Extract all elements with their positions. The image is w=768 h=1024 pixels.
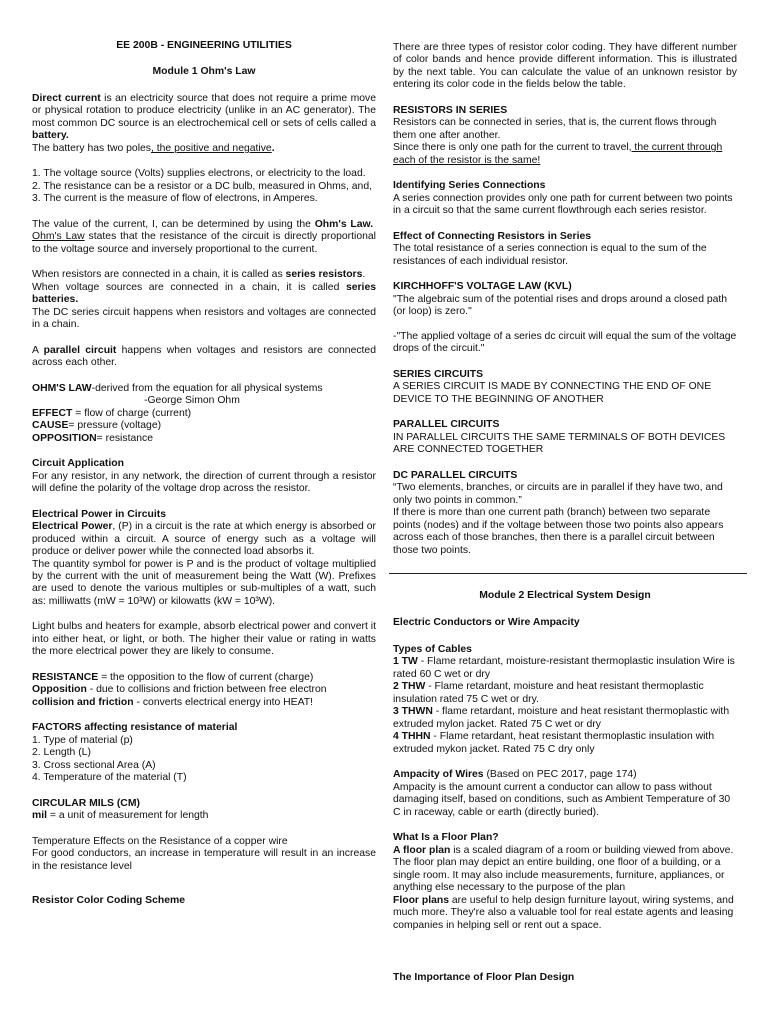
effect-text: The total resistance of a series connection is equal to the sum of the resistances of each individual resistor.: [393, 243, 707, 267]
cable-term: 3 THWN: [393, 706, 433, 718]
opposition-term-2: Opposition: [32, 684, 87, 696]
ampacity-text: Ampacity is the amount current a conductor can allow to pass without damaging itself, based on conditions, such as Ambient Temperature of 30 C in raceway, cable or earth (directly buried).: [393, 781, 731, 818]
power-text: [32, 521, 376, 558]
series-text-2-pre: Since there is only one path for the current to travel,: [393, 142, 632, 154]
series-r-end: .: [362, 269, 366, 281]
section-divider: [389, 573, 747, 574]
dc-parallel-block: [393, 470, 737, 557]
dc-series-text: The DC series circuit happens when resistors and voltages are connected in a chain.: [32, 306, 376, 331]
list-item: 1. The voltage source (Volts) supplies electrons, or electricity to the load.: [32, 168, 366, 180]
ohm-term: Ohm's Law.: [314, 218, 374, 230]
cable-term: 4 THHN: [393, 731, 431, 743]
power-heading: Electrical Power in Circuits: [32, 508, 166, 520]
series-circuits-heading: SERIES CIRCUITS: [393, 368, 484, 380]
floor-plans-text: are useful to help design furniture layout, wiring systems, and much more. They're also a valuable tool for real estate agents and leasing companies in helping sell or rent out a space.: [393, 894, 734, 931]
mil-rest: = a unit of measurement for length: [47, 810, 209, 822]
list-item: 1. Type of material (p): [32, 734, 133, 746]
kvl-block: [393, 281, 737, 355]
power-text-2: The quantity symbol for power is P and is the product of voltage multiplied by the current with the unit of measurement being the Watt (W). Prefixes are used to denote the various multiples or sub-multiples of a watt, such as: milliwatts (mW = 10³W) or kilowatts (kW = 10³W).: [32, 558, 376, 607]
resistance-term: RESISTANCE: [32, 671, 99, 683]
collision-term: collision and friction: [32, 696, 134, 708]
module2-title: Module 2 Electrical System Design: [479, 589, 651, 601]
ohms-law-term: OHM'S LAW: [32, 382, 92, 394]
conductors-heading: Electric Conductors or Wire Ampacity: [393, 617, 580, 629]
parallel-paragraph: [32, 345, 376, 370]
bulbs-paragraph: Light bulbs and heaters for example, absorb electrical power and convert it into either heat, or light, or both. The higher their value or rating in watts the more electrical power they are likely to consume.: [32, 621, 376, 658]
cm-heading: CIRCULAR MILS (CM): [32, 797, 140, 809]
power-block: [32, 509, 376, 609]
floor-plans-term: Floor plans: [393, 894, 449, 906]
cable-term: 1 TW: [393, 656, 418, 668]
effect-term: EFFECT: [32, 407, 73, 419]
factors-heading: FACTORS affecting resistance of material: [32, 722, 238, 734]
series-heading: RESISTORS IN SERIES: [393, 104, 508, 116]
effect-heading: Effect of Connecting Resistors in Series: [393, 230, 592, 242]
par-term: parallel circuit: [43, 344, 117, 356]
kvl-heading: KIRCHHOFF'S VOLTAGE LAW (KVL): [393, 281, 572, 293]
list-item: 3. Cross sectional Area (A): [32, 759, 156, 771]
color-coding-paragraph: There are three types of resistor color coding. They have different number of color bands and hence provide different information. This is illustrated by the next table. You can calculate the value of an unknown resistor by entering its color code in the fields below the table.: [393, 42, 737, 91]
parallel-circuits-block: [393, 419, 737, 456]
ohm-text-2: states that the resistance of the circuit is directly proportional to the voltage source and inversely proportional to the current.: [32, 231, 376, 255]
dc-text: is an electricity source that does not require a prime move or physical rotation to produce electricity (unlike in an AC generator). The most common DC source is an electrochemical cell or sets of cells called a: [32, 92, 376, 129]
opposition-rest-2: - due to collisions and friction between free electron: [86, 684, 327, 696]
list-item: 2. Length (L): [32, 747, 91, 759]
ohms-law-signature: -George Simon Ohm: [144, 395, 240, 407]
ohms-law-rest: -derived from the equation for all physical systems: [91, 382, 323, 394]
cm-block: [32, 798, 376, 823]
battery-word: battery.: [32, 130, 69, 142]
series-r-text: When resistors are connected in a chain, it is called as: [32, 269, 286, 281]
floor-plan-text: is a scaled diagram of a room or building viewed from above. The floor plan may depict an entire building, one floor of a building, or a single room. It may also include measurements, furniture, appliances, or anything else necessary to the purpose of the plan: [393, 844, 734, 894]
cable-text: - Flame retardant, heat resistant thermoplastic insulation with extruded mykon jacket. Rated 75 C dry only: [393, 731, 715, 755]
list-item: [393, 706, 737, 731]
floor-plan-term: A floor plan: [393, 844, 451, 856]
ohm-text-1: The value of the current, I, can be determined by using the: [32, 218, 315, 230]
right-column: [393, 42, 737, 985]
series-circuits-text: A SERIES CIRCUIT IS MADE BY CONNECTING THE END OF ONE DEVICE TO THE BEGINNING OF ANOTHER: [393, 381, 712, 405]
floor-plan-block: [393, 832, 737, 932]
temp-heading: Temperature Effects on the Resistance of a copper wire: [32, 835, 288, 847]
resistance-rest: = the opposition to the flow of current (charge): [98, 671, 314, 683]
floor-plan-heading: What Is a Floor Plan?: [393, 832, 499, 844]
poles-end: .: [271, 142, 275, 154]
ohm-link: Ohm's Law: [32, 231, 85, 243]
cable-text: - Flame retardant, moisture and heat resistant thermoplastic insulation rated 75 C wet or dry.: [393, 681, 704, 705]
circuit-app-text: For any resistor, in any network, the direction of current through a resistor will define the polarity of the voltage drop across the resistor.: [32, 470, 376, 495]
series-b-text: When voltage sources are connected in a chain, it is called: [32, 281, 346, 293]
cables-block: [393, 644, 737, 756]
par-rest: happens when voltages and resistors are connected across each other.: [32, 344, 376, 369]
dc-parallel-heading: DC PARALLEL CIRCUITS: [393, 469, 518, 481]
ident-heading: Identifying Series Connections: [393, 180, 546, 192]
opposition-term: OPPOSITION: [32, 432, 97, 444]
resistance-block: [32, 672, 376, 709]
cable-term: 2 THW: [393, 681, 426, 693]
cables-heading: Types of Cables: [393, 643, 472, 655]
importance-heading: The Importance of Floor Plan Design: [393, 972, 575, 984]
series-text-2: [393, 142, 737, 167]
ident-block: [393, 180, 737, 217]
ohm-paragraph: [32, 219, 376, 256]
dc-parallel-text-2: If there is more than one current path (branch) between two separate points (nodes) and if the voltage between those two points also appears across each of those branches, then there is a parallel circuit between those two points.: [393, 507, 724, 556]
par-a: A: [32, 344, 44, 356]
parallel-circuits-text: IN PARALLEL CIRCUITS THE SAME TERMINALS OF BOTH DEVICES ARE CONNECTED TOGETHER: [393, 431, 726, 456]
temp-block: [32, 836, 376, 873]
circuit-app-heading: Circuit Application: [32, 458, 124, 470]
dc-paragraph: [32, 93, 376, 155]
opposition-rest: = resistance: [96, 432, 153, 444]
effect-block: [393, 231, 737, 268]
series-circuits-block: [393, 369, 737, 406]
factors-block: [32, 722, 376, 784]
poles-underlined: , the positive and negative: [150, 142, 272, 154]
ampacity-ref: (Based on PEC 2017, page 174): [483, 769, 637, 781]
series-text-2-underlined: the current through each of the resistor is the same!: [393, 142, 723, 166]
list-item: 2. The resistance can be a resistor or a DC bulb, measured in Ohms, and,: [32, 180, 372, 192]
list-item: [393, 731, 737, 756]
list-item: 4. Temperature of the material (T): [32, 772, 187, 784]
series-b-term: series batteries.: [32, 281, 376, 306]
power-term: Electrical Power: [32, 521, 113, 533]
circuit-list: [32, 168, 376, 205]
power-text-1: , (P) in a circuit is the rate at which energy is absorbed or produced within a circuit. A source of energy such as a voltage will produce or deliver power while the connected load absorbs it.: [32, 521, 376, 558]
ident-text: A series connection provides only one path for current between two points in a circuit so that the same current flowthrough each series resistor.: [393, 192, 733, 217]
ampacity-block: [393, 769, 737, 819]
list-item: [393, 656, 737, 681]
collision-rest: - converts electrical energy into HEAT!: [133, 696, 314, 708]
cause-term: CAUSE: [32, 420, 69, 432]
mil-term: mil: [32, 810, 48, 822]
dc-term: Direct current: [32, 92, 101, 104]
dc-parallel-text-1: “Two elements, branches, or circuits are in parallel if they have two, and only two points in common.”: [393, 482, 723, 506]
left-column: [32, 40, 376, 908]
circuit-application: [32, 458, 376, 495]
resistor-color-heading: Resistor Color Coding Scheme: [32, 895, 185, 907]
parallel-circuits-heading: PARALLEL CIRCUITS: [393, 419, 500, 431]
ohms-law-block: [32, 383, 376, 445]
temp-text: For good conductors, an increase in temperature will result in an increase in the resistance level: [32, 848, 376, 872]
kvl-text-2: -"The applied voltage of a series dc circuit will equal the sum of the voltage drops of the circuit.": [393, 330, 737, 355]
module1-title: Module 1 Ohm's Law: [152, 66, 256, 78]
ampacity-term: Ampacity of Wires: [393, 769, 484, 781]
cause-rest: = pressure (voltage): [68, 420, 162, 432]
series-paragraph: [32, 269, 376, 331]
cable-text: - flame retardant, moisture and heat resistant thermoplastic with extruded mylon jacket. Rated 75 C wet or dry: [393, 706, 730, 730]
series-r-term: series resistors: [285, 269, 363, 281]
series-text-1: Resistors can be connected in series, that is, the current flows through them one after another.: [393, 117, 717, 141]
poles-prefix: The battery has two poles: [32, 142, 151, 154]
effect-rest: = flow of charge (current): [72, 407, 192, 419]
list-item: 3. The current is the measure of flow of electrons, in Amperes.: [32, 193, 318, 205]
cable-text: - Flame retardant, moisture-resistant thermoplastic insulation Wire is rated 60 C wet or dry: [393, 656, 735, 680]
series-block: [393, 105, 737, 167]
course-title: EE 200B - ENGINEERING UTILITIES: [116, 40, 292, 51]
kvl-text-1: "The algebraic sum of the potential rises and drops around a closed path (or loop) is zero.": [393, 293, 728, 318]
list-item: [393, 681, 737, 706]
